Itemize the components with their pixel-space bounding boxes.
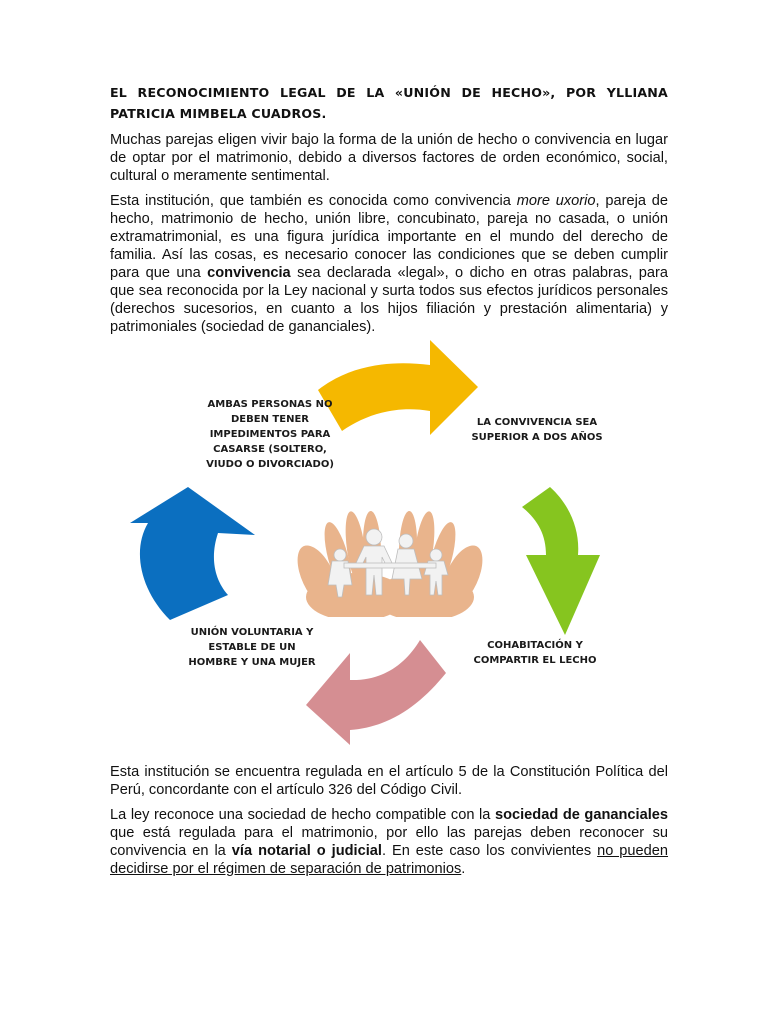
bold-term: sociedad de gananciales xyxy=(494,807,668,823)
blue-arrow xyxy=(130,487,255,620)
text-segment: . En este caso los convivientes xyxy=(381,843,598,859)
bold-term: convivencia xyxy=(207,265,291,281)
text-segment: Esta institución, que también es conocida como convivencia xyxy=(110,193,517,209)
label-duration: LA CONVIVENCIA SEA SUPERIOR A DOS AÑOS xyxy=(471,417,603,443)
italic-term: more uxorio xyxy=(516,193,596,209)
bold-term: vía notarial o judicial xyxy=(231,843,382,859)
document-body-lower xyxy=(110,763,668,885)
label-voluntary-union: UNIÓN VOLUNTARIA Y ESTABLE DE UN HOMBRE Y UNA MUJER xyxy=(188,627,316,668)
green-arrow xyxy=(522,487,600,635)
text-segment: , pareja de hecho, matrimonio de hecho, unión libre, concubinato, pareja no casada, o unión extramatrimonial, es una figura jurídica importante en el mundo del derecho de familia. Así las cosas, es necesario conocer las condiciones que se deben cumplir para que una xyxy=(110,193,668,281)
document-body xyxy=(110,82,668,343)
text-segment: que está regulada para el matrimonio, por ello las parejas deben reconocer su convivencia en la xyxy=(110,825,668,859)
cycle-diagram xyxy=(110,335,668,755)
text-segment: . xyxy=(461,861,466,877)
paragraph-recognition xyxy=(110,806,668,878)
label-impediments: AMBAS PERSONAS NO DEBEN TENER IMPEDIMENTOS PARA CASARSE (SOLTERO, VIUDO O DIVORCIADO) xyxy=(206,399,334,470)
document-title: EL RECONOCIMIENTO LEGAL DE LA «UNIÓN DE HECHO», POR YLLIANA PATRICIA MIMBELA CUADROS. xyxy=(110,85,668,121)
label-cohabitation: COHABITACIÓN Y COMPARTIR EL LECHO xyxy=(473,640,597,666)
paragraph-constitution: Esta institución se encuentra regulada en el artículo 5 de la Constitución Política del Perú, concordante con el artículo 326 del Código Civil. xyxy=(110,764,668,798)
underlined-phrase: no pueden decidirse por el régimen de separación de patrimonios xyxy=(110,843,669,877)
paragraph-intro: Muchas parejas eligen vivir bajo la forma de la unión de hecho o convivencia en lugar de optar por el matrimonio, debido a diversos factores de orden económico, social, cultural o meramente sentimental. xyxy=(110,132,668,184)
paragraph-definition xyxy=(110,192,668,336)
text-segment: sea declarada «legal», o dicho en otras palabras, para que sea reconocida por la Ley nacional y surta todos sus efectos jurídicos personales (derechos sucesorios, en cuanto a los hijos filiación y prestación alimentaria) y patrimoniales (sociedad de gananciales). xyxy=(110,265,668,335)
text-segment: La ley reconoce una sociedad de hecho compatible con la xyxy=(110,807,495,823)
hands-illustration xyxy=(296,497,484,617)
hands-family-photo xyxy=(296,497,484,617)
